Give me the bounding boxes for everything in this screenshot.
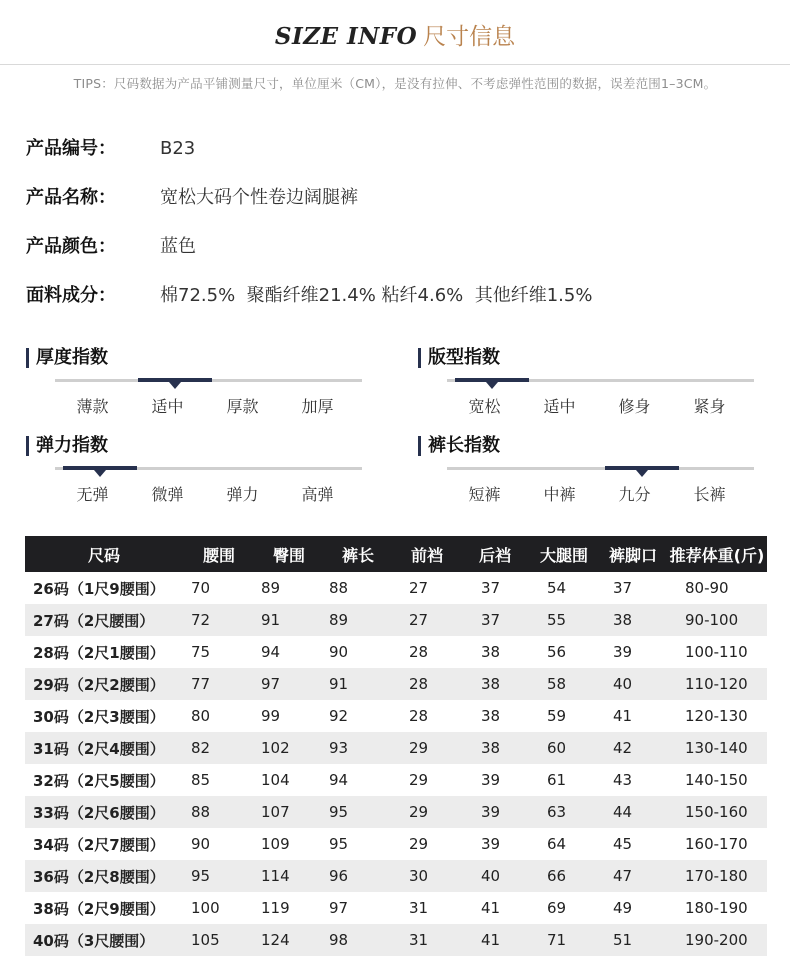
- table-cell: 37: [461, 604, 529, 636]
- table-cell: 82: [183, 732, 255, 764]
- table-cell: 55: [529, 604, 599, 636]
- table-cell: 102: [255, 732, 323, 764]
- table-cell: 119: [261, 899, 290, 917]
- table-cell: 93: [323, 732, 393, 764]
- table-cell: 32码（2尺5腰围）: [33, 771, 165, 790]
- marker-arrow-icon: [94, 470, 106, 477]
- table-cell: 40: [599, 668, 667, 700]
- table-cell: 41: [461, 924, 529, 956]
- table-cell: 44: [599, 796, 667, 828]
- table-cell: 41: [481, 899, 501, 917]
- table-row: [25, 924, 767, 956]
- table-cell: 114: [255, 860, 323, 892]
- table-cell: 61: [547, 771, 567, 789]
- elasticity-index-marker: [63, 466, 137, 470]
- table-cell: 95: [323, 796, 393, 828]
- header-divider: [0, 64, 790, 65]
- thickness-index-track: [55, 379, 362, 382]
- table-header-row: [25, 536, 767, 572]
- table-cell: 42: [599, 732, 667, 764]
- thickness-option: 薄款: [76, 397, 109, 416]
- table-cell: 75: [191, 643, 211, 661]
- table-cell: 92: [329, 707, 349, 725]
- length-option: 长裤: [693, 485, 726, 504]
- table-cell: 27码（2尺腰围）: [25, 604, 183, 636]
- table-cell: 90: [329, 643, 349, 661]
- table-cell: 36码（2尺8腰围）: [25, 860, 183, 892]
- table-cell: 45: [613, 835, 633, 853]
- table-cell: 180-190: [685, 899, 748, 917]
- table-cell: 28: [409, 643, 429, 661]
- table-cell: 39: [481, 771, 501, 789]
- table-cell: 29: [409, 771, 429, 789]
- table-cell: 97: [255, 668, 323, 700]
- elasticity-index-title: 弹力指数: [26, 436, 108, 456]
- table-row: [25, 796, 767, 828]
- thickness-index-marker: [138, 378, 212, 382]
- table-cell: 30: [393, 860, 461, 892]
- table-row: [25, 668, 767, 700]
- product-color-label: 产品颜色：: [26, 236, 116, 257]
- length-option: 中裤: [543, 485, 576, 504]
- table-cell: 29: [393, 732, 461, 764]
- elasticity-option: 弹力: [226, 485, 259, 504]
- table-header-cell: 裤脚口: [599, 536, 667, 572]
- table-cell: 26码（1尺9腰围）: [33, 579, 165, 598]
- fabric-label: 面料成分：: [26, 285, 116, 306]
- thickness-option: 厚款: [226, 397, 259, 416]
- table-cell: 88: [329, 579, 349, 597]
- table-cell: 34码（2尺7腰围）: [33, 835, 165, 854]
- table-cell: 72: [183, 604, 255, 636]
- table-cell: 38: [461, 668, 529, 700]
- table-cell: 80: [191, 707, 211, 725]
- table-cell: 104: [261, 771, 290, 789]
- fabric-row: [26, 281, 592, 307]
- length-index-title: 裤长指数: [418, 436, 500, 456]
- table-cell: 110-120: [667, 668, 767, 700]
- table-cell: 54: [547, 579, 567, 597]
- product-name-row: [26, 183, 358, 209]
- thickness-option: 适中: [151, 397, 184, 416]
- table-cell: 105: [183, 924, 255, 956]
- table-cell: 37: [613, 579, 633, 597]
- fit-index-track: [447, 379, 754, 382]
- table-cell: 94: [261, 643, 281, 661]
- table-cell: 59: [547, 707, 567, 725]
- table-cell: 90: [191, 835, 211, 853]
- elasticity-option: 高弹: [301, 485, 334, 504]
- table-cell: 88: [183, 796, 255, 828]
- table-header-cell: 前裆: [393, 536, 461, 572]
- table-cell: 37: [481, 579, 501, 597]
- size-table: [25, 536, 767, 956]
- table-cell: 98: [323, 924, 393, 956]
- table-cell: 70: [191, 579, 211, 597]
- title-en: SIZE INFO: [274, 23, 418, 50]
- table-cell: 96: [323, 860, 393, 892]
- table-cell: 107: [255, 796, 323, 828]
- table-cell: 89: [261, 579, 281, 597]
- table-cell: 29: [393, 796, 461, 828]
- table-cell: 130-140: [667, 732, 767, 764]
- length-index-track: [447, 467, 754, 470]
- product-color-value: 蓝色: [160, 236, 196, 257]
- table-cell: 95: [183, 860, 255, 892]
- table-cell: 80-90: [685, 579, 729, 597]
- table-cell: 27: [409, 579, 429, 597]
- title-cn: 尺寸信息: [423, 24, 516, 50]
- product-name-label: 产品名称：: [26, 187, 116, 208]
- table-cell: 27: [393, 604, 461, 636]
- table-cell: 28码（2尺1腰围）: [33, 643, 165, 662]
- tips-text: TIPS：尺码数据为产品平铺测量尺寸，单位厘米（CM），是没有拉伸、不考虑弹性范围的数据，误差范围1–3CM。: [73, 76, 717, 91]
- table-cell: 38: [481, 707, 501, 725]
- table-cell: 41: [613, 707, 633, 725]
- table-header-cell: 尺码: [25, 536, 183, 572]
- table-cell: 160-170: [685, 835, 748, 853]
- table-row: [25, 732, 767, 764]
- table-cell: 94: [329, 771, 349, 789]
- table-row: [25, 764, 767, 796]
- table-cell: 85: [191, 771, 211, 789]
- table-cell: 91: [323, 668, 393, 700]
- page-header: [0, 18, 790, 51]
- table-cell: 38: [481, 643, 501, 661]
- fit-index-title: 版型指数: [418, 348, 500, 368]
- table-row: [25, 604, 767, 636]
- marker-arrow-icon: [486, 382, 498, 389]
- fit-index-marker: [455, 378, 529, 382]
- table-cell: 100: [191, 899, 220, 917]
- fit-option: 适中: [543, 397, 576, 416]
- table-header-cell: 大腿围: [529, 536, 599, 572]
- table-cell: 99: [261, 707, 281, 725]
- table-row: [25, 892, 767, 924]
- table-cell: 31: [393, 924, 461, 956]
- table-cell: 89: [323, 604, 393, 636]
- table-cell: 58: [529, 668, 599, 700]
- table-cell: 47: [599, 860, 667, 892]
- table-row: [25, 700, 767, 732]
- table-cell: 38: [599, 604, 667, 636]
- marker-arrow-icon: [636, 470, 648, 477]
- table-cell: 190-200: [667, 924, 767, 956]
- table-row: [25, 828, 767, 860]
- table-header-cell: 推荐体重(斤): [667, 536, 767, 572]
- table-cell: 38码（2尺9腰围）: [33, 899, 165, 918]
- table-cell: 28: [393, 668, 461, 700]
- table-body: [25, 572, 767, 956]
- table-cell: 63: [529, 796, 599, 828]
- table-cell: 60: [529, 732, 599, 764]
- elasticity-option: 无弹: [76, 485, 109, 504]
- table-cell: 170-180: [667, 860, 767, 892]
- marker-arrow-icon: [169, 382, 181, 389]
- table-cell: 71: [529, 924, 599, 956]
- table-cell: 39: [461, 796, 529, 828]
- table-row: [25, 860, 767, 892]
- table-cell: 90-100: [667, 604, 767, 636]
- table-cell: 29: [409, 835, 429, 853]
- product-number-row: [26, 134, 195, 160]
- table-cell: 40: [461, 860, 529, 892]
- table-cell: 66: [529, 860, 599, 892]
- thickness-option: 加厚: [301, 397, 334, 416]
- product-number-label: 产品编号：: [26, 138, 116, 159]
- table-cell: 91: [255, 604, 323, 636]
- table-cell: 40码（3尺腰围）: [25, 924, 183, 956]
- length-index-marker: [605, 466, 679, 470]
- table-cell: 31码（2尺4腰围）: [25, 732, 183, 764]
- table-cell: 77: [183, 668, 255, 700]
- table-cell: 150-160: [667, 796, 767, 828]
- elasticity-index-track: [55, 467, 362, 470]
- fit-option: 宽松: [468, 397, 501, 416]
- table-cell: 43: [613, 771, 633, 789]
- table-cell: 49: [613, 899, 633, 917]
- table-cell: 33码（2尺6腰围）: [25, 796, 183, 828]
- product-number-value: B23: [160, 138, 196, 159]
- table-header-cell: 后裆: [461, 536, 529, 572]
- table-cell: 29码（2尺2腰围）: [25, 668, 183, 700]
- table-cell: 120-130: [685, 707, 748, 725]
- length-option: 短裤: [468, 485, 501, 504]
- elasticity-option: 微弹: [151, 485, 184, 504]
- table-cell: 39: [613, 643, 633, 661]
- table-cell: 38: [461, 732, 529, 764]
- table-cell: 109: [261, 835, 290, 853]
- table-header-cell: 裤长: [323, 536, 393, 572]
- table-row: [25, 572, 767, 604]
- table-cell: 64: [547, 835, 567, 853]
- table-cell: 56: [547, 643, 567, 661]
- fit-option: 修身: [618, 397, 651, 416]
- table-header-cell: 臀围: [255, 536, 323, 572]
- table-cell: 100-110: [685, 643, 748, 661]
- fabric-value: 棉72.5% 聚酯纤维21.4% 粘纤4.6% 其他纤维1.5%: [160, 285, 593, 306]
- table-cell: 39: [481, 835, 501, 853]
- fit-option: 紧身: [693, 397, 726, 416]
- table-cell: 124: [255, 924, 323, 956]
- table-cell: 31: [409, 899, 429, 917]
- table-cell: 28: [409, 707, 429, 725]
- table-row: [25, 636, 767, 668]
- table-cell: 30码（2尺3腰围）: [33, 707, 165, 726]
- table-cell: 69: [547, 899, 567, 917]
- table-cell: 51: [599, 924, 667, 956]
- table-header-cell: 腰围: [183, 536, 255, 572]
- table-cell: 140-150: [685, 771, 748, 789]
- table-cell: 97: [329, 899, 349, 917]
- product-name-value: 宽松大码个性卷边阔腿裤: [160, 187, 358, 208]
- table-cell: 95: [329, 835, 349, 853]
- length-option: 九分: [618, 485, 651, 504]
- product-color-row: [26, 232, 196, 258]
- thickness-index-title: 厚度指数: [26, 348, 108, 368]
